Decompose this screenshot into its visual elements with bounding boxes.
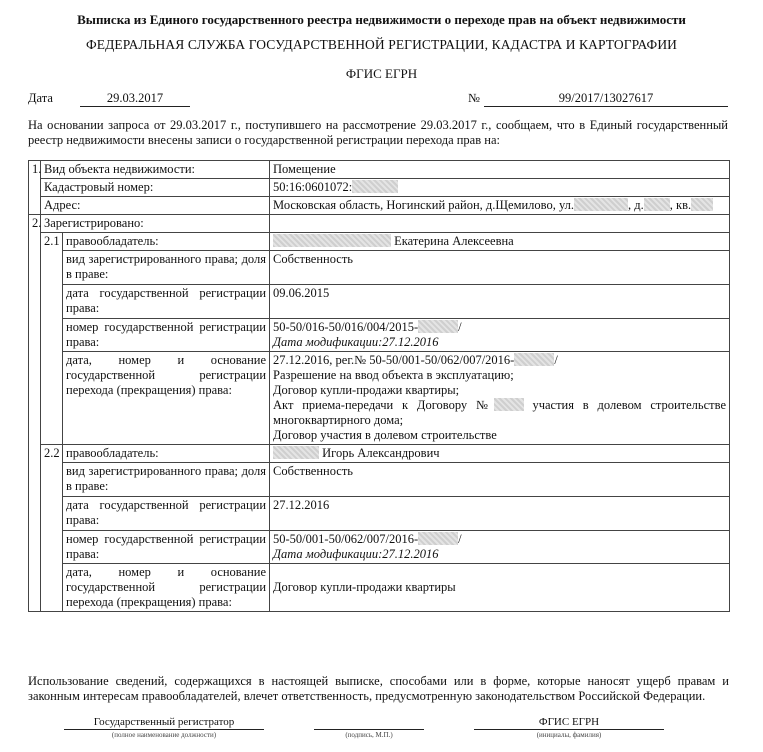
basis-line: Договор купли-продажи квартиры; <box>273 383 460 397</box>
signature-caption: (подпись, М.П.) <box>345 731 393 739</box>
basis-line: Разрешение на ввод объекта в эксплуатацию; <box>273 368 514 382</box>
system-name: ФГИС ЕГРН <box>345 66 418 81</box>
number-label: № <box>468 91 480 105</box>
table-row <box>29 215 730 233</box>
redaction-mask <box>691 198 713 211</box>
basis-cell <box>270 352 730 445</box>
table-row <box>29 531 730 564</box>
reg-number-suffix: / <box>458 532 462 546</box>
redaction-mask <box>574 198 628 211</box>
basis-line: Договор участия в долевом строительстве <box>273 428 497 442</box>
table-row <box>29 161 730 179</box>
signature-line <box>314 715 424 730</box>
table-row <box>29 564 730 612</box>
address-label: Адрес: <box>41 197 270 215</box>
date-label: Дата <box>28 91 53 105</box>
signature-block <box>28 715 729 749</box>
holder-label: правообладатель: <box>63 233 270 251</box>
redaction-mask <box>418 320 458 333</box>
liability-notice: Использование сведений, содержащихся в настоящей выписке, способами или в форме, которые наносят ущерб правам и законным интересам правообладателей, влечет ответственность, предусмотренную законодательством Российской Федерации. <box>28 674 729 703</box>
cadastral-value: 50:16:0601072: <box>273 180 353 194</box>
redaction-mask <box>273 234 391 247</box>
reg-date-value: 09.06.2015 <box>270 285 730 319</box>
redaction-mask <box>418 532 458 545</box>
basis-label: дата, номер и основание государственной регистрации перехода (прекращения) права: <box>63 352 270 445</box>
cadastral-cell <box>270 179 730 197</box>
address-part: Московская область, Ногинский район, д.Щемилово, ул. <box>273 198 575 212</box>
reg-date-label: дата государственной регистрации права: <box>63 497 270 531</box>
holder-number: 2.2 <box>41 445 63 612</box>
address-part: , кв. <box>669 198 692 212</box>
position-field <box>64 715 264 739</box>
holder-cell <box>270 233 730 251</box>
redaction-mask <box>273 446 319 459</box>
redaction-mask <box>494 398 524 411</box>
reg-number-value: 50-50/016-50/016/004/2015- <box>273 320 419 334</box>
name-value: ФГИС ЕГРН <box>474 715 664 730</box>
intro-paragraph: На основании запроса от 29.03.2017 г., поступившего на рассмотрение 29.03.2017 г., сообщаем, что в Единый государственный реестр недвижимости внесены записи о государственной регистрации перехода прав на: <box>28 118 728 147</box>
name-field <box>474 715 664 739</box>
basis-suffix: / <box>554 353 558 367</box>
registered-label: Зарегистрировано: <box>41 215 270 233</box>
reg-number-label: номер государственной регистрации права: <box>63 319 270 352</box>
object-type-value: Помещение <box>270 161 730 179</box>
holder-name: Екатерина Алексеевна <box>394 234 514 248</box>
empty-cell <box>270 215 730 233</box>
holder-number: 2.1 <box>41 233 63 445</box>
reg-number-value: 50-50/001-50/062/007/2016- <box>273 532 419 546</box>
basis-line-part: Акт приема-передачи к Договору № <box>273 398 494 412</box>
reg-number-label: номер государственной регистрации права: <box>63 531 270 564</box>
table-row <box>29 445 730 463</box>
basis-value: Договор купли-продажи квартиры <box>270 564 730 612</box>
signature-field <box>314 715 424 739</box>
basis-label: дата, номер и основание государственной регистрации перехода (прекращения) права: <box>63 564 270 612</box>
redaction-mask <box>514 353 554 366</box>
records-table <box>28 160 730 612</box>
position-value: Государственный регистратор <box>64 715 264 730</box>
modification-date: Дата модификации:27.12.2016 <box>273 335 439 349</box>
date-number-row <box>28 91 728 109</box>
position-caption: (полное наименование должности) <box>111 731 217 739</box>
object-type-label: Вид объекта недвижимости: <box>41 161 270 179</box>
name-caption: (инициалы, фамилия) <box>536 731 602 739</box>
modification-date: Дата модификации:27.12.2016 <box>273 547 439 561</box>
table-row <box>29 251 730 285</box>
redaction-mask <box>352 180 398 193</box>
right-type-label: вид зарегистрированного права; доля в праве: <box>63 463 270 497</box>
right-type-value: Собственность <box>270 463 730 497</box>
agency-name: ФЕДЕРАЛЬНАЯ СЛУЖБА ГОСУДАРСТВЕННОЙ РЕГИСТРАЦИИ, КАДАСТРА И КАРТОГРАФИИ <box>85 37 678 52</box>
reg-number-cell <box>270 319 730 352</box>
reg-date-value: 27.12.2016 <box>270 497 730 531</box>
date-value: 29.03.2017 <box>80 91 190 107</box>
holder-label: правообладатель: <box>63 445 270 463</box>
reg-number-suffix: / <box>458 320 462 334</box>
table-row <box>29 285 730 319</box>
address-part: , д. <box>628 198 644 212</box>
reg-number-cell <box>270 531 730 564</box>
right-type-label: вид зарегистрированного права; доля в праве: <box>63 251 270 285</box>
address-cell <box>270 197 730 215</box>
reg-date-label: дата государственной регистрации права: <box>63 285 270 319</box>
basis-line: 27.12.2016, рег.№ 50-50/001-50/062/007/2016- <box>273 353 515 367</box>
document-title: Выписка из Единого государственного реестра недвижимости о переходе прав на объект недвижимости <box>77 12 686 27</box>
table-row <box>29 233 730 251</box>
basis-line-part: участия в долевом строительстве многоквартирного дома; <box>273 398 727 427</box>
table-row <box>29 497 730 531</box>
right-type-value: Собственность <box>270 251 730 285</box>
holder-cell <box>270 445 730 463</box>
table-row <box>29 197 730 215</box>
cadastral-label: Кадастровый номер: <box>41 179 270 197</box>
redaction-mask <box>644 198 670 211</box>
section-number: 1. <box>29 161 41 215</box>
table-row <box>29 463 730 497</box>
section-number: 2. <box>29 215 41 612</box>
table-row <box>29 179 730 197</box>
table-row <box>29 319 730 352</box>
basis-line <box>273 398 726 428</box>
table-row <box>29 352 730 445</box>
holder-name: Игорь Александрович <box>322 446 440 460</box>
number-value: 99/2017/13027617 <box>484 91 728 107</box>
